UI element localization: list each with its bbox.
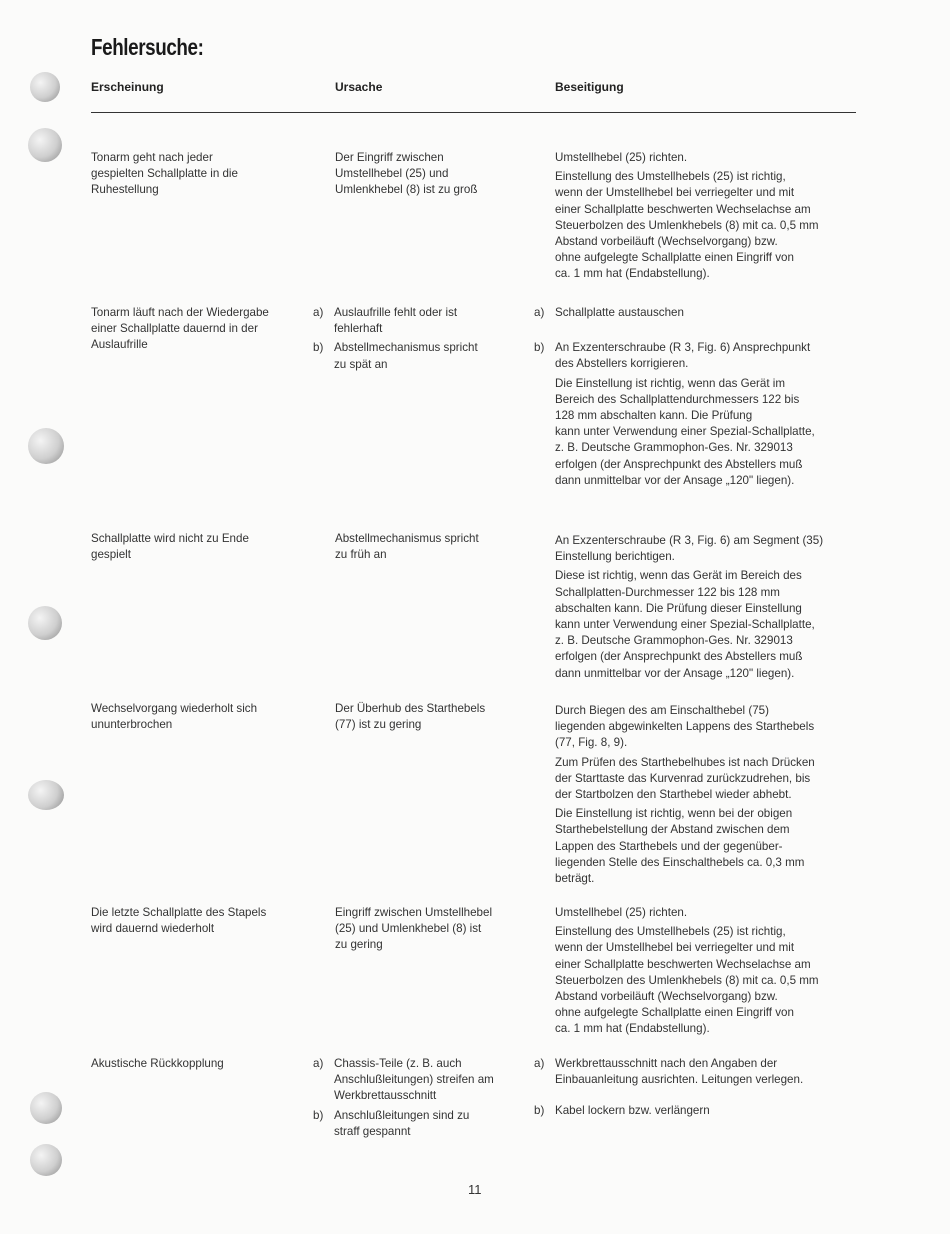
list-marker: b) <box>534 1104 545 1118</box>
list-item <box>534 1103 864 1119</box>
list-marker: b) <box>313 341 324 355</box>
list-marker: a) <box>313 1057 324 1070</box>
page-number: 11 <box>468 1182 482 1197</box>
remedy-text: Zum Prüfen des Starthebelhubes ist nach Drücken der Starttaste das Kurvenrad zurückzudrehen, bis der Startbolzen den Starthebel wieder abhebt. <box>555 755 815 802</box>
list-marker: a) <box>534 1057 545 1070</box>
punch-hole <box>28 780 64 810</box>
symptom-text: Tonarm geht nach jeder gespielten Schallplatte in die Ruhestellung <box>91 151 238 197</box>
list-marker: b) <box>534 341 545 355</box>
row-2-ursache <box>313 305 528 376</box>
list-item <box>534 1056 864 1088</box>
list-marker: b) <box>313 1108 324 1122</box>
row-5-erscheinung <box>91 905 311 940</box>
row-6-beseitigung <box>534 1056 864 1123</box>
cause-text: Auslaufrille fehlt oder ist fehlerhaft <box>334 306 458 336</box>
row-2-beseitigung <box>534 305 864 492</box>
list-item <box>313 340 528 372</box>
row-3-erscheinung <box>91 531 311 566</box>
punch-hole <box>28 428 64 464</box>
header-divider <box>91 112 856 113</box>
row-1-erscheinung <box>91 150 311 202</box>
list-item <box>313 1108 528 1140</box>
row-3-ursache <box>335 531 525 566</box>
symptom-text: Wechselvorgang wiederholt sich ununterbrochen <box>91 702 258 732</box>
punch-hole <box>30 1144 62 1176</box>
cause-text: Eingriff zwischen Umstellhebel (25) und Umlenkhebel (8) ist zu gering <box>335 906 493 952</box>
remedy-text: Die Einstellung ist richtig, wenn bei der obigen Starthebelstellung der Abstand zwischen dem Lappen des Starthebels und der gegenüber- liegenden Stelle des Einschalthebels ca. 0,3 mm beträgt. <box>555 807 805 886</box>
punch-hole <box>28 606 62 640</box>
list-item <box>534 340 864 372</box>
row-6-ursache <box>313 1056 528 1143</box>
remedy-text: Umstellhebel (25) richten. <box>555 151 688 164</box>
row-1-ursache <box>335 150 525 202</box>
row-5-ursache <box>335 905 525 957</box>
remedy-text: Werkbrettausschnitt nach den Angaben der Einbauanleitung ausrichten. Leitungen verlegen. <box>555 1057 804 1087</box>
cause-text: Anschlußleitungen sind zu straff gespannt <box>334 1108 470 1138</box>
column-header-beseitigung: Beseitigung <box>555 80 624 94</box>
symptom-text: Schallplatte wird nicht zu Ende gespielt <box>91 532 249 562</box>
punch-hole <box>30 1092 62 1124</box>
remedy-text: Einstellung des Umstellhebels (25) ist richtig, wenn der Umstellhebel bei verriegelter und mit einer Schallplatte beschwerten Wechselachse am Steuerbolzen des Umlenkhebels (8) mit ca. 0,5 mm Abstand vorbeiläuft (Wechselvorgang) bzw. ohne aufgelegte Schallplatte einen Eingriff von ca. 1 mm hat (Endabstellung). <box>555 925 819 1036</box>
list-marker: a) <box>313 306 324 319</box>
cause-text: Abstellmechanismus spricht zu früh an <box>335 532 479 562</box>
cause-text: Der Überhub des Starthebels (77) ist zu gering <box>335 702 486 732</box>
remedy-text: Durch Biegen des am Einschalthebel (75) liegenden abgewinkelten Lappens des Starthebels (77, Fig. 8, 9). <box>555 704 815 750</box>
remedy-text: Einstellung des Umstellhebels (25) ist richtig, wenn der Umstellhebel bei verriegelter und mit einer Schallplatte beschwerten Wechselachse am Steuerbolzen des Umlenkhebels (8) mit ca. 0,5 mm Abstand vorbeiläuft (Wechselvorgang) bzw. ohne aufgelegte Schallplatte einen Eingriff von ca. 1 mm hat (Endabstellung). <box>555 170 819 281</box>
row-4-ursache <box>335 701 525 736</box>
cause-text: Abstellmechanismus spricht zu spät an <box>334 341 478 371</box>
list-item <box>313 1056 528 1105</box>
remedy-text: Umstellhebel (25) richten. <box>555 906 688 919</box>
symptom-text: Akustische Rückkopplung <box>91 1057 224 1070</box>
cause-text: Der Eingriff zwischen Umstellhebel (25) und Umlenkhebel (8) ist zu groß <box>335 151 478 197</box>
row-4-beseitigung <box>555 703 865 890</box>
row-5-beseitigung <box>555 905 865 1041</box>
remedy-text: An Exzenterschraube (R 3, Fig. 6) am Segment (35) Einstellung berichtigen. <box>555 534 824 564</box>
page-title: Fehlersuche: <box>91 34 204 60</box>
row-2-erscheinung <box>91 305 311 357</box>
symptom-text: Die letzte Schallplatte des Stapels wird dauernd wiederholt <box>91 906 267 936</box>
list-item <box>534 376 864 489</box>
row-3-beseitigung <box>555 533 865 685</box>
remedy-text: Diese ist richtig, wenn das Gerät im Bereich des Schallplatten-Durchmesser 122 bis 128 mm abschalten kann. Die Prüfung dieser Einstellung kann unter Verwendung einer Spezial-Schallplatte, z. B. Deutsche Grammophon-Ges. Nr. 329013 erfolgen (der Ansprechpunkt des Abstellers muß dann unmittelbar vor der Ansage „120" liegen). <box>555 569 815 680</box>
column-header-ursache: Ursache <box>335 80 383 94</box>
row-6-erscheinung <box>91 1056 311 1075</box>
symptom-text: Tonarm läuft nach der Wiedergabe einer Schallplatte dauernd in der Auslaufrille <box>91 306 269 352</box>
list-item <box>313 305 528 337</box>
row-1-beseitigung <box>555 150 865 286</box>
punch-hole <box>30 72 60 102</box>
list-item <box>534 305 864 321</box>
cause-text: Chassis-Teile (z. B. auch Anschlußleitungen) streifen am Werkbrettausschnitt <box>334 1057 494 1103</box>
punch-hole <box>28 128 62 162</box>
list-marker <box>534 376 555 489</box>
column-header-erscheinung: Erscheinung <box>91 80 164 94</box>
row-4-erscheinung <box>91 701 311 736</box>
list-marker: a) <box>534 306 545 319</box>
remedy-text: Schallplatte austauschen <box>555 306 684 319</box>
remedy-text: Kabel lockern bzw. verlängern <box>555 1104 710 1118</box>
remedy-text: An Exzenterschraube (R 3, Fig. 6) Ansprechpunkt des Abstellers korrigieren. <box>555 341 811 371</box>
remedy-text: Die Einstellung ist richtig, wenn das Gerät im Bereich des Schallplattendurchmessers 122 bis 128 mm abschalten kann. Die Prüfung kann unter Verwendung einer Spezial-Schallplatte, z. B. Deutsche Grammophon-Ges. Nr. 329013 erfolgen (der Ansprechpunkt des Abstellers muß dann unmittelbar vor der Ansage „120" liegen). <box>555 376 815 487</box>
